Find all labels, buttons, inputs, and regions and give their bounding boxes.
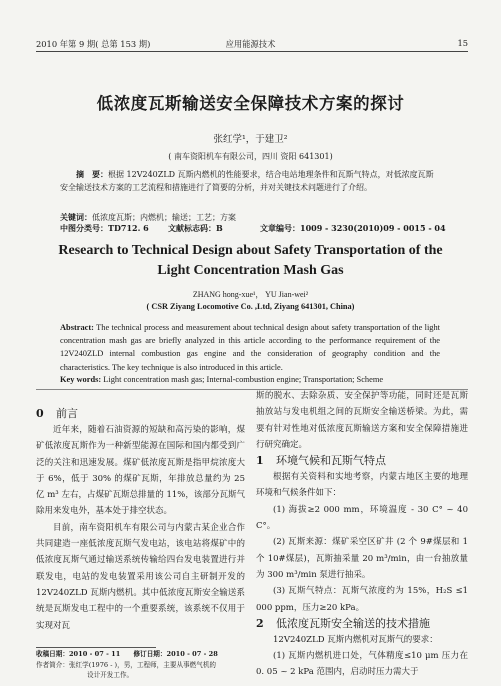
footnote-author-bio: 作者简介：张红学(1976 - )，男，工程师，主要从事燃气机的: [36, 660, 217, 669]
abstract-en-label: Abstract:: [60, 323, 94, 332]
section-2-heading: [256, 616, 468, 632]
section-2-paragraph-1: 12V240ZLD 瓦斯内燃机对瓦斯气的要求：: [273, 634, 438, 645]
section-0-paragraph-2: 目前，南车资阳机车有限公司与内蒙古某企业合作共同建造一座低浓度瓦斯气发电站，该电站将煤矿中的低浓度瓦斯气通过输送系统传输给四台发电装置进行并联发电，电站的发电装置采用该公司自主研制开发的 12V240ZLD 瓦斯内燃机。其中低浓度瓦斯安全输送系统是瓦斯发电工程中的一个重要系统，该系统不仅用于实现对瓦: [36, 522, 245, 631]
paper-title-en-text: Research to Technical Design about Safety Transportation of the Light Concentration Mash Gas: [58, 243, 443, 278]
paper-title-cn: 低浓度瓦斯输送安全保障技术方案的探讨: [96, 94, 405, 113]
footnote-author-bio-cont: 设计开发工作。: [87, 671, 134, 679]
keywords-cn-label: 关键词：: [60, 212, 92, 222]
section-2-paragraph-2: (1) 瓦斯内燃机进口处，气体精度≤10 μm 压力在 0. 05 ~ 2 kPa 范围内，启动时压力需大于: [256, 651, 468, 678]
abstract-en-text: The technical process and measurement about technical design about safety transportation of the light concentration mash gas are briefly analyzed in this article according to the performance requirement of the 12V240ZLD internal combustion gas engine and the consideration of geography condition and the characteristics. The key technique is also introduced in this article.: [60, 323, 440, 372]
section-0-number: 0: [36, 407, 44, 420]
section-0-title: 前言: [56, 407, 78, 420]
section-1-title: 环境气候和瓦斯气特点: [276, 454, 386, 468]
abstract-cn: [60, 168, 440, 194]
affiliation-cn: ( 南车资阳机车有限公司，四川 资阳 641301): [168, 152, 333, 161]
header-journal: 应用能源技术: [225, 39, 276, 49]
keywords-cn-text: 低浓度瓦斯；内燃机；输送；工艺；方案: [92, 213, 236, 222]
authors-en: ZHANG hong-xue¹， YU Jian-wei²: [192, 290, 309, 299]
keywords-en-text: Light concentration mash gas; Internal-combustion engine; Transportation; Scheme: [101, 375, 384, 384]
footnote-rule: [36, 647, 156, 648]
clc-number: 中图分类号：TD712. 6: [60, 223, 149, 233]
article-number: 文章编号：1009 - 3230(2010)09 - 0015 - 04: [260, 223, 446, 233]
abstract-cn-label: 摘 要：: [76, 169, 108, 179]
classification-row: [60, 223, 446, 234]
section-0-heading: [36, 406, 245, 422]
keywords-en-label: Key words:: [60, 375, 102, 384]
header-page-number: 15: [457, 38, 468, 48]
body-column-right: [256, 388, 468, 681]
body-column-left: [36, 406, 245, 634]
section-2-number: 2: [256, 616, 264, 630]
document-code: 文献标志码：B: [168, 223, 223, 233]
footnote: [36, 649, 248, 681]
paper-title-en: [0, 241, 501, 281]
section-1-heading: [256, 453, 468, 469]
header-issue: 2010 年第 9 期( 总第 153 期): [36, 39, 151, 49]
section-1-item: (1) 海拔≥2 000 mm，环境温度 - 30 C° ~ 40 C°。: [256, 504, 468, 532]
authors-cn: 张红学¹，于建卫²: [213, 134, 288, 145]
section-1-intro: 根据有关资料和实地考察，内蒙古地区主要的地理环境和气候条件如下：: [256, 472, 468, 499]
section-1-item: (3) 瓦斯气特点：瓦斯气浓度约为 15%，H₂S ≤1 000 ppm，压力≥20 kPa。: [256, 586, 468, 613]
section-2-title: 低浓度瓦斯安全输送的技术措施: [276, 616, 430, 630]
header-rule: [36, 51, 468, 52]
affiliation-en: ( CSR Ziyang Locomotive Co. ,Ltd, Ziyang 641301, China): [146, 302, 355, 311]
keywords-en: [60, 373, 440, 386]
abstract-cn-text: 根据 12V240ZLD 瓦斯内燃机的性能要求，结合电站地理条件和瓦斯气特点，对低浓度瓦斯安全输送技术方案的工艺流程和措施进行了简要的分析，并对关键技术问题进行了介绍。: [60, 170, 434, 193]
continued-paragraph: 斯的脱水、去除杂质、安全保护等功能，同时还是瓦斯抽放站与发电机组之间的瓦斯安全输送桥梁。为此，需要有针对性地对低浓度瓦斯输送方案和安全保障措施进行研究确定。: [256, 391, 468, 450]
section-1-number: 1: [256, 454, 264, 468]
abstract-en: [60, 321, 440, 374]
section-1-item: (2) 瓦斯来源：煤矿采空区矿井 (2 个 9#煤层和 1 个 10#煤层)，瓦斯抽采量 20 m³/min，由一台抽放量为 300 m³/min 泵进行抽采。: [256, 537, 468, 580]
footnote-received-dates: 收稿日期：2010 - 07 - 11 修订日期：2010 - 07 - 28: [36, 650, 218, 658]
section-0-paragraph-1: 近年来，随着石油资源的短缺和高污染的影响，煤矿低浓度瓦斯作为一种新型能源在国际和国内都受到广泛的关注和迅速发展。煤矿低浓度瓦斯是指甲烷浓度大于 6%，低于 30% 的煤矿瓦斯，年排放总量约为 25 亿 m³ 左右，占煤矿瓦斯总排量的 11%，该部分瓦斯气除用来发电外，基本处于排空状态。: [36, 425, 245, 517]
